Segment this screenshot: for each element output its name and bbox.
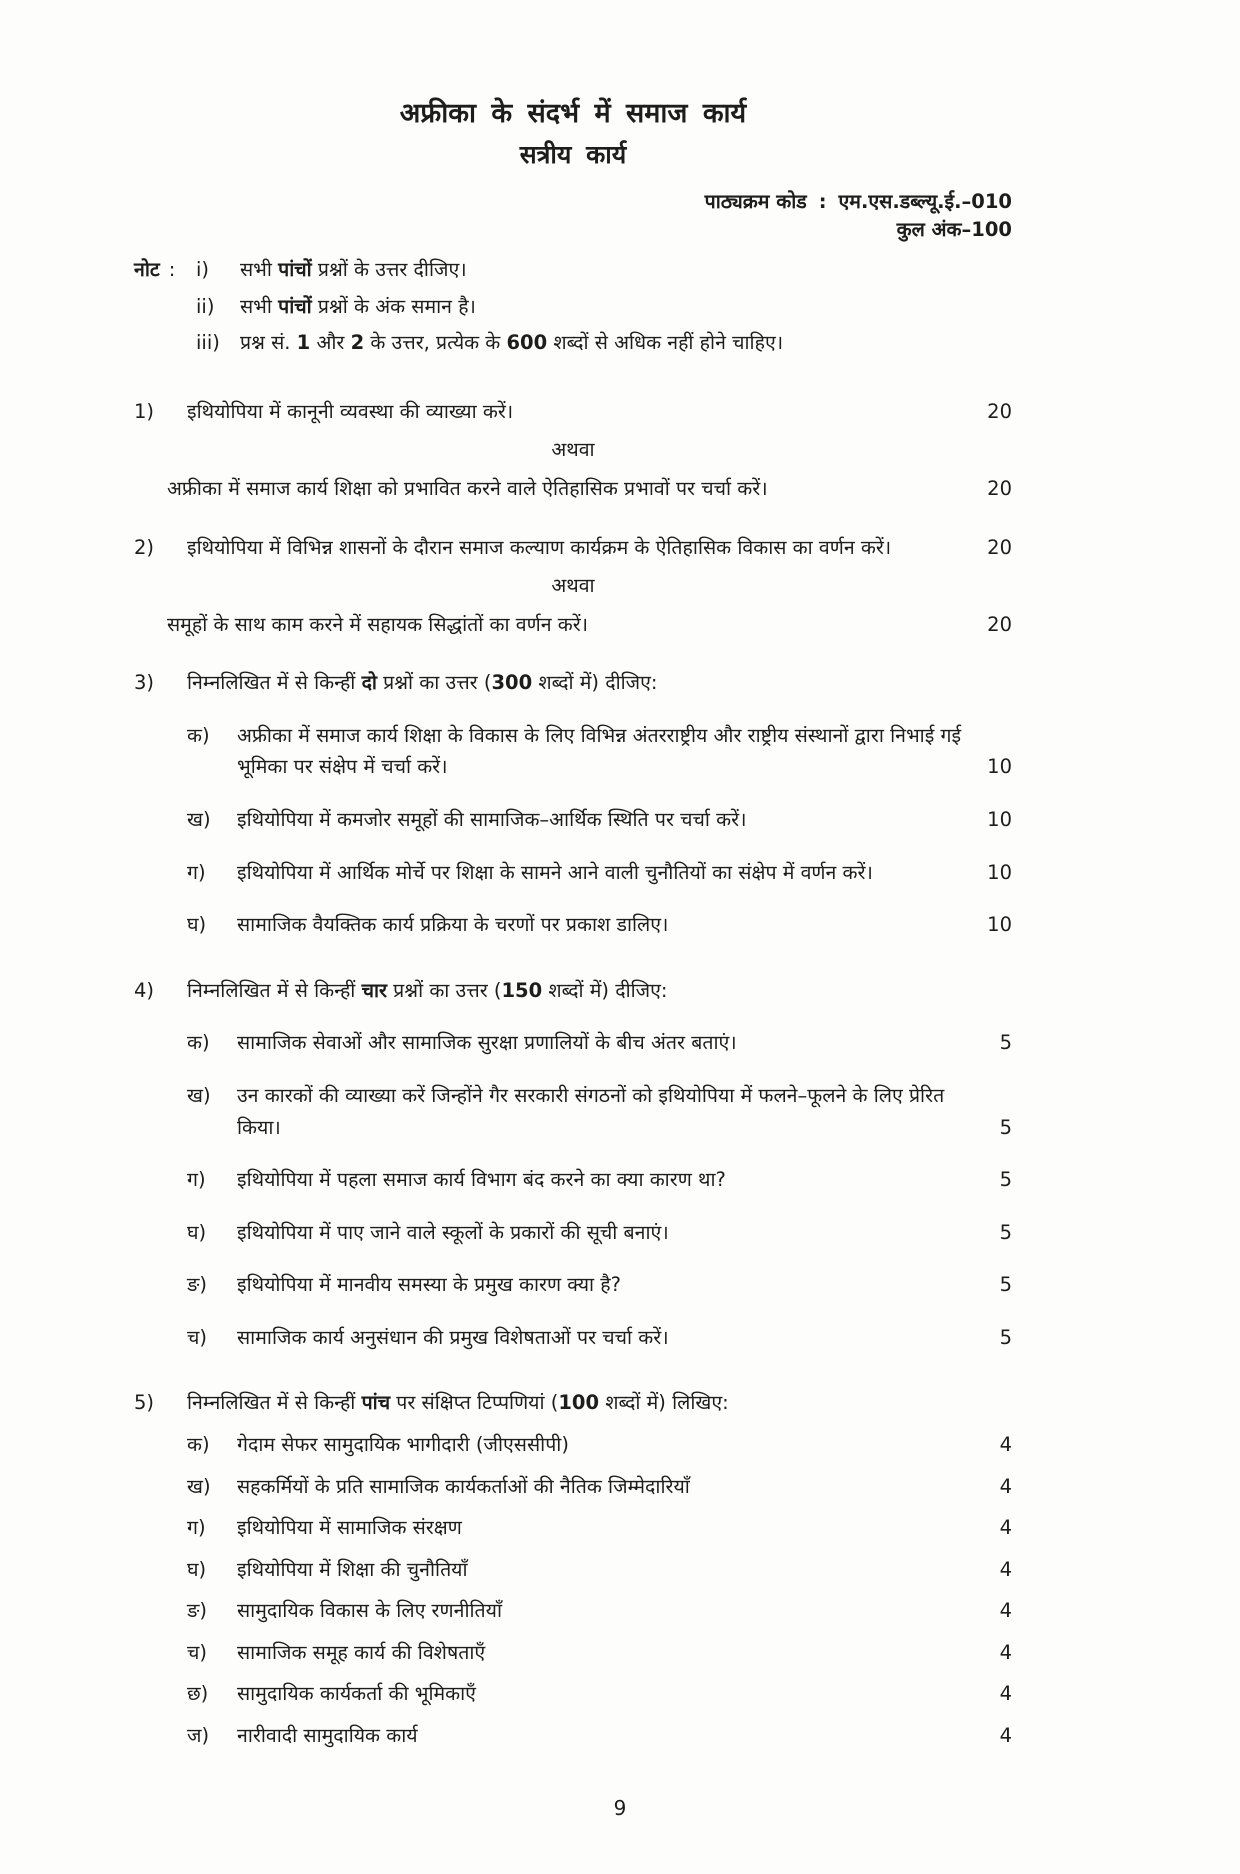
- question-row: [134, 667, 1012, 699]
- sub-question-marks: 10: [987, 808, 1012, 832]
- sub-question-row: [187, 1269, 1012, 1301]
- sub-question-letter: ग): [187, 860, 206, 884]
- sub-question-text: सामाजिक वैयक्तिक कार्य प्रक्रिया के चरणों पर प्रकाश डालिए।: [237, 913, 669, 937]
- sub-question-row: [187, 1429, 1012, 1461]
- sub-question-letter: ज): [187, 1724, 210, 1748]
- question-4: [134, 975, 1012, 1354]
- note-label-text: नोट: [134, 258, 160, 282]
- note-label: [134, 254, 196, 364]
- sub-question-text: सहकर्मियों के प्रति सामाजिक कार्यकर्ताओं की नैतिक जिम्मेदारियाँ: [237, 1474, 690, 1498]
- sub-question-text: इथियोपिया में पहला समाज कार्य विभाग बंद करने का क्या कारण था?: [237, 1168, 726, 1192]
- question-2: [134, 532, 1012, 641]
- question-alt-text: समूहों के साथ काम करने में सहायक सिद्धांतों का वर्णन करें।: [167, 612, 589, 636]
- sub-question-letter: च): [187, 1640, 207, 1664]
- or-separator: अथवा: [551, 438, 595, 462]
- sub-question-marks: 4: [999, 1640, 1012, 1664]
- course-code-value: एम.एस.डब्ल्यू.ई.–010: [838, 189, 1012, 213]
- note-section: [134, 254, 1012, 364]
- sub-question-letter: ख): [187, 1083, 211, 1107]
- sub-question-marks: 5: [999, 1325, 1012, 1349]
- sub-question-marks: 5: [999, 1273, 1012, 1297]
- question-marks: 20: [987, 612, 1012, 636]
- note-item-number: iii): [196, 331, 220, 355]
- page-number: 9: [613, 1795, 627, 1820]
- sub-question-letter: घ): [187, 1220, 207, 1244]
- course-code-label: पाठ्यक्रम कोड: [704, 189, 807, 213]
- course-code-block: [134, 188, 1012, 245]
- sub-question-text: सामुदायिक कार्यकर्ता की भूमिकाएँ: [237, 1682, 476, 1706]
- sub-question-text: उन कारकों की व्याख्या करें जिन्होंने गैर सरकारी संगठनों को इथियोपिया में फलने–फूलने के लिए प्रेरित किया।: [237, 1083, 945, 1139]
- sub-question-row: [187, 1080, 1012, 1143]
- sub-question-text: अफ्रीका में समाज कार्य शिक्षा के विकास के लिए विभिन्न अंतरराष्ट्रीय और राष्ट्रीय संस्थानों द्वारा निभाई गई भूमिका पर संक्षेप में चर्चा करें।: [237, 723, 962, 779]
- sub-question-letter: ङ): [187, 1273, 208, 1297]
- note-item: [196, 254, 1012, 286]
- question-row: [134, 1387, 1012, 1419]
- question-row: [134, 532, 1012, 564]
- question-alt-text: अफ्रीका में समाज कार्य शिक्षा को प्रभावित करने वाले ऐतिहासिक प्रभावों पर चर्चा करें।: [167, 477, 768, 501]
- note-item-text: प्रश्न सं. 1 और 2 के उत्तर, प्रत्येक के 600 शब्दों से अधिक नहीं होने चाहिए।: [240, 331, 784, 355]
- note-colon: :: [168, 258, 176, 282]
- question-1: [134, 396, 1012, 505]
- sub-question-text: सामाजिक कार्य अनुसंधान की प्रमुख विशेषताओं पर चर्चा करें।: [237, 1325, 669, 1349]
- note-item-text: सभी पांचों प्रश्नों के उत्तर दीजिए।: [240, 258, 467, 282]
- sub-question-row: [187, 1322, 1012, 1354]
- question-marks: 20: [987, 399, 1012, 423]
- sub-question-marks: 4: [999, 1682, 1012, 1706]
- question-marks: 20: [987, 477, 1012, 501]
- sub-question-row: [187, 857, 1012, 889]
- sub-question-text: इथियोपिया में शिक्षा की चुनौतियाँ: [237, 1557, 468, 1581]
- page-subtitle: सत्रीय कार्य: [519, 140, 627, 170]
- course-code-line: [134, 188, 1012, 216]
- sub-question-marks: 10: [987, 913, 1012, 937]
- sub-question-text: इथियोपिया में मानवीय समस्या के प्रमुख कारण क्या है?: [237, 1273, 621, 1297]
- sub-question-row: [187, 804, 1012, 836]
- sub-question-letter: घ): [187, 913, 207, 937]
- sub-question-text: गेदाम सेफर सामुदायिक भागीदारी (जीएससीपी): [237, 1433, 569, 1456]
- sub-question-marks: 4: [999, 1599, 1012, 1623]
- sub-question-text: नारीवादी सामुदायिक कार्य: [237, 1724, 418, 1748]
- question-text: निम्नलिखित में से किन्हीं पांच पर संक्षिप्त टिप्पणियां (100 शब्दों में) लिखिए:: [187, 1391, 729, 1415]
- sub-question-row: [187, 1595, 1012, 1627]
- note-item-text: सभी पांचों प्रश्नों के अंक समान है।: [240, 294, 476, 318]
- question-text: इथियोपिया में विभिन्न शासनों के दौरान समाज कल्याण कार्यक्रम के ऐतिहासिक विकास का वर्णन करें।: [187, 535, 892, 559]
- sub-question-row: [187, 1164, 1012, 1196]
- sub-question-row: [187, 1678, 1012, 1710]
- sub-question-letter: छ): [187, 1682, 209, 1706]
- question-number: 2): [134, 535, 155, 559]
- sub-question-marks: 4: [999, 1474, 1012, 1498]
- sub-question-letter: क): [187, 1031, 210, 1055]
- sub-question-row: [187, 1471, 1012, 1503]
- sub-question-letter: ङ): [187, 1599, 208, 1623]
- sub-question-row: [187, 1217, 1012, 1249]
- question-number: 4): [134, 978, 155, 1002]
- question-number: 3): [134, 671, 155, 695]
- sub-question-letter: क): [187, 723, 210, 747]
- question-3: [134, 667, 1012, 940]
- sub-question-marks: 5: [999, 1220, 1012, 1244]
- sub-question-row: [187, 1027, 1012, 1059]
- note-item: [196, 291, 1012, 323]
- sub-question-marks: 5: [999, 1115, 1012, 1139]
- total-marks: कुल अंक–100: [896, 217, 1012, 241]
- sub-question-letter: ख): [187, 1474, 211, 1498]
- note-item-number: ii): [196, 294, 215, 318]
- note-item: [196, 327, 1012, 359]
- sub-question-text: सामुदायिक विकास के लिए रणनीतियाँ: [237, 1599, 503, 1623]
- question-number: 5): [134, 1391, 155, 1415]
- sub-question-text: इथियोपिया में आर्थिक मोर्चे पर शिक्षा के सामने आने वाली चुनौतियों का संक्षेप में वर्णन करें।: [237, 860, 873, 884]
- sub-question-marks: 10: [987, 860, 1012, 884]
- question-row: [134, 975, 1012, 1007]
- sub-question-row: [187, 909, 1012, 941]
- sub-question-letter: ख): [187, 808, 211, 832]
- sub-question-row: [187, 1512, 1012, 1544]
- sub-question-marks: 4: [999, 1516, 1012, 1540]
- course-code-separator: :: [818, 189, 827, 213]
- sub-question-marks: 5: [999, 1031, 1012, 1055]
- sub-question-letter: क): [187, 1433, 210, 1456]
- sub-question-letter: ग): [187, 1168, 206, 1192]
- note-item-number: i): [196, 258, 210, 282]
- sub-question-row: [187, 720, 1012, 783]
- sub-question-text: सामाजिक समूह कार्य की विशेषताएँ: [237, 1640, 486, 1664]
- sub-question-marks: 4: [999, 1557, 1012, 1581]
- sub-question-row: [187, 1720, 1012, 1752]
- question-text: इथियोपिया में कानूनी व्यवस्था की व्याख्या करें।: [187, 399, 514, 423]
- sub-question-row: [187, 1554, 1012, 1586]
- or-separator: अथवा: [551, 574, 595, 598]
- question-marks: 20: [987, 535, 1012, 559]
- sub-question-text: इथियोपिया में पाए जाने वाले स्कूलों के प्रकारों की सूची बनाएं।: [237, 1220, 669, 1244]
- question-text: निम्नलिखित में से किन्हीं चार प्रश्नों का उत्तर (150 शब्दों में) दीजिए:: [187, 978, 668, 1002]
- question-alt-row: [167, 609, 1012, 641]
- note-items: [196, 254, 1012, 364]
- sub-question-letter: च): [187, 1325, 207, 1349]
- sub-question-text: सामाजिक सेवाओं और सामाजिक सुरक्षा प्रणालियों के बीच अंतर बताएं।: [237, 1031, 737, 1055]
- sub-question-row: [187, 1637, 1012, 1669]
- sub-question-text: इथियोपिया में सामाजिक संरक्षण: [237, 1516, 462, 1540]
- sub-question-marks: 5: [999, 1168, 1012, 1192]
- question-number: 1): [134, 399, 155, 423]
- sub-question-marks: 4: [999, 1433, 1012, 1456]
- sub-question-letter: ग): [187, 1516, 206, 1540]
- question-row: [134, 396, 1012, 428]
- sub-question-marks: 10: [987, 755, 1012, 779]
- question-5: [134, 1387, 1012, 1751]
- page-title: अफ्रीका के संदर्भ में समाज कार्य: [399, 98, 747, 129]
- question-text: निम्नलिखित में से किन्हीं दो प्रश्नों का उत्तर (300 शब्दों में) दीजिए:: [187, 671, 658, 695]
- question-alt-row: [167, 473, 1012, 505]
- sub-question-text: इथियोपिया में कमजोर समूहों की सामाजिक–आर्थिक स्थिति पर चर्चा करें।: [237, 808, 747, 832]
- sub-question-letter: घ): [187, 1557, 207, 1581]
- sub-question-marks: 4: [999, 1724, 1012, 1748]
